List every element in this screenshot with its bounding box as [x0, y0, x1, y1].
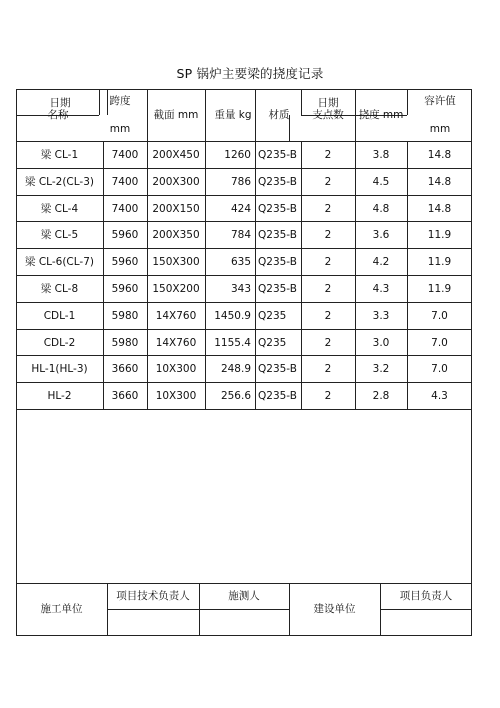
cell-allowable: 11.9	[427, 229, 452, 242]
cell-section: 150X200	[152, 283, 200, 295]
cell-weight: 248.9	[220, 363, 251, 376]
cell-allowable: 7.0	[431, 309, 448, 322]
cell-weight: 786	[230, 175, 251, 188]
cell-span: 7400	[111, 149, 139, 161]
header-allowable: 容许值	[424, 95, 456, 107]
row-divider	[16, 329, 472, 330]
cell-name: HL-1(HL-3)	[31, 363, 88, 376]
cell-supports: 2	[324, 309, 332, 322]
header-span: 跨度	[109, 95, 131, 107]
cell-material: Q235-B	[258, 175, 297, 188]
cell-supports: 2	[324, 283, 332, 295]
cell-deflection: 3.3	[372, 309, 390, 322]
cell-deflection: 3.0	[372, 336, 390, 349]
cell-name: 梁 CL-1	[40, 149, 79, 161]
cell-span: 7400	[111, 175, 139, 188]
cell-allowable: 14.8	[427, 202, 452, 215]
cell-allowable: 4.3	[431, 390, 448, 403]
header-date-right: 日期	[317, 97, 339, 109]
cell-name: CDL-2	[43, 336, 76, 349]
cell-supports: 2	[324, 149, 332, 161]
cell-name: HL-2	[47, 390, 72, 403]
tech-lead-label: 项目技术负责人	[116, 590, 190, 602]
row-divider	[16, 355, 472, 356]
cell-material: Q235-B	[258, 149, 297, 161]
cell-deflection: 3.8	[372, 149, 390, 161]
cell-material: Q235	[258, 309, 287, 322]
cell-supports: 2	[324, 336, 332, 349]
cell-name: 梁 CL-2(CL-3)	[25, 175, 94, 188]
project-lead-label: 项目负责人	[399, 590, 453, 602]
cell-deflection: 4.3	[372, 283, 390, 295]
cell-weight: 424	[230, 202, 251, 215]
footer-inner-line	[107, 609, 289, 610]
footer-divider	[16, 583, 472, 584]
cell-name: 梁 CL-8	[40, 283, 79, 295]
surveyor-label: 施测人	[228, 590, 260, 602]
cell-section: 200X300	[152, 175, 200, 188]
cell-allowable: 14.8	[427, 175, 452, 188]
header-date-left: 日期	[49, 97, 71, 109]
cell-weight: 343	[230, 283, 251, 295]
header-material: 材质	[268, 109, 290, 121]
row-divider	[16, 168, 472, 169]
cell-name: CDL-1	[43, 309, 76, 322]
cell-span: 5980	[111, 336, 139, 349]
cell-section: 10X300	[155, 363, 197, 376]
cell-allowable: 7.0	[431, 336, 448, 349]
cell-span: 7400	[111, 202, 139, 215]
cell-section: 14X760	[155, 336, 197, 349]
row-divider	[16, 195, 472, 196]
cell-span: 5960	[111, 283, 139, 295]
header-weight: 重量 kg	[214, 109, 252, 121]
footer-inner-line	[380, 609, 472, 610]
cell-weight: 635	[230, 256, 251, 269]
document-title: SP 锅炉主要梁的挠度记录	[176, 66, 324, 81]
header-name: 名称	[47, 109, 69, 121]
row-divider	[16, 248, 472, 249]
cell-supports: 2	[324, 256, 332, 269]
cell-material: Q235-B	[258, 283, 297, 295]
cell-supports: 2	[324, 390, 332, 403]
cell-weight: 1155.4	[214, 336, 251, 349]
cell-weight: 784	[230, 229, 251, 242]
cell-weight: 1260	[224, 149, 251, 161]
cell-deflection: 4.2	[372, 256, 390, 269]
cell-section: 14X760	[155, 309, 197, 322]
row-divider	[16, 275, 472, 276]
cell-section: 200X350	[152, 229, 200, 242]
cell-material: Q235-B	[258, 363, 297, 376]
cell-span: 5960	[111, 256, 139, 269]
cell-span: 5980	[111, 309, 139, 322]
cell-weight: 1450.9	[214, 309, 251, 322]
cell-name: 梁 CL-6(CL-7)	[25, 256, 94, 269]
cell-deflection: 4.5	[372, 175, 390, 188]
cell-allowable: 14.8	[427, 149, 452, 161]
cell-name: 梁 CL-4	[40, 202, 79, 215]
cell-section: 150X300	[152, 256, 200, 269]
cell-supports: 2	[324, 363, 332, 376]
cell-material: Q235	[258, 336, 287, 349]
cell-material: Q235-B	[258, 390, 297, 403]
cell-material: Q235-B	[258, 229, 297, 242]
cell-section: 200X450	[152, 149, 200, 161]
cell-section: 10X300	[155, 390, 197, 403]
construction-unit-label: 施工单位	[40, 603, 83, 615]
cell-section: 200X150	[152, 202, 200, 215]
cell-span: 3660	[111, 390, 139, 403]
cell-span: 3660	[111, 363, 139, 376]
cell-weight: 256.6	[220, 390, 251, 403]
row-divider	[16, 382, 472, 383]
cell-deflection: 4.8	[372, 202, 390, 215]
row-divider	[16, 302, 472, 303]
cell-name: 梁 CL-5	[40, 229, 79, 242]
header-allowable-unit: mm	[429, 123, 451, 135]
header-deflection: 挠度 mm	[358, 109, 404, 121]
cell-deflection: 2.8	[372, 390, 390, 403]
header-divider	[16, 141, 472, 142]
owner-unit-label: 建设单位	[313, 603, 356, 615]
row-divider	[16, 221, 472, 222]
cell-supports: 2	[324, 175, 332, 188]
row-divider	[16, 409, 472, 410]
cell-material: Q235-B	[258, 202, 297, 215]
cell-supports: 2	[324, 202, 332, 215]
cell-deflection: 3.6	[372, 229, 390, 242]
cell-span: 5960	[111, 229, 139, 242]
header-span-unit: mm	[109, 123, 131, 135]
header-section: 截面 mm	[153, 109, 199, 121]
cell-allowable: 11.9	[427, 256, 452, 269]
cell-material: Q235-B	[258, 256, 297, 269]
cell-allowable: 7.0	[431, 363, 448, 376]
header-supports: 支点数	[312, 109, 344, 121]
cell-allowable: 11.9	[427, 283, 452, 295]
cell-supports: 2	[324, 229, 332, 242]
cell-deflection: 3.2	[372, 363, 390, 376]
